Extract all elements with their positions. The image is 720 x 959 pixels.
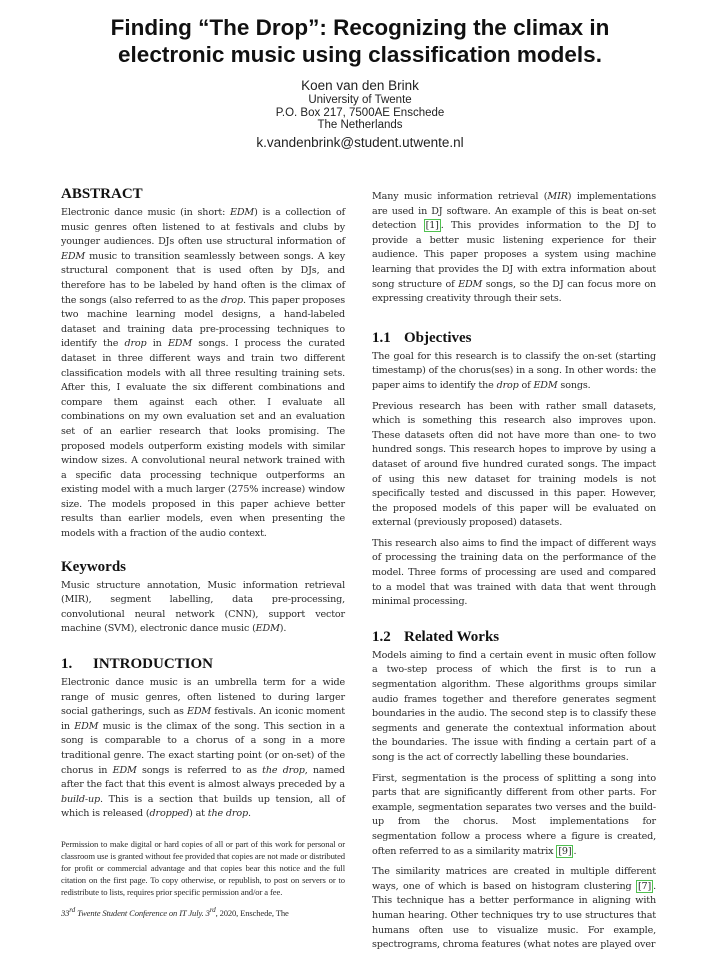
keywords-paragraph: Music structure annotation, Music information retrieval (MIR), segment labelling, data pre-processing, convolutional neural network (CNN), support vector machine (SVM), electronic dance music (EDM). bbox=[61, 579, 345, 635]
author-email[interactable]: k.vandenbrink@student.utwente.nl bbox=[256, 134, 464, 150]
objectives-heading bbox=[372, 329, 656, 347]
section-title: Related Works bbox=[404, 628, 500, 645]
author-name: Koen van den Brink bbox=[301, 78, 419, 93]
section-number: 1.2 bbox=[372, 628, 391, 645]
affiliation-country: The Netherlands bbox=[317, 119, 403, 131]
section-title: INTRODUCTION bbox=[93, 656, 214, 673]
affiliation-university: University of Twente bbox=[308, 94, 412, 106]
citation-link[interactable]: [1] bbox=[425, 220, 439, 232]
related-works-paragraph: First, segmentation is the process of splitting a song into parts that are significantly different from other parts. For example, segmentation separates two verses and the build-up from the chorus. Most implementations for segmentation follow a process where a figure is created, often referred to as a similarity matrix [9] . bbox=[372, 772, 656, 857]
introduction-heading bbox=[61, 655, 345, 673]
conference-notice: 33rd Twente Student Conference on IT July. 3rd, 2020, Enschede, The bbox=[61, 905, 289, 918]
section-number: 1.1 bbox=[372, 329, 391, 346]
related-works-heading bbox=[372, 628, 656, 646]
keywords-heading: Keywords bbox=[61, 558, 126, 575]
paper-header bbox=[0, 14, 720, 152]
title-line-2: electronic music using classification models. bbox=[118, 42, 602, 67]
related-works-paragraph: The similarity matrices are created in multiple different ways, one of which is based on histogram clustering [7] . This technique has a better performance in aligning with human hearing. Other techniques try to use structures that humans often use to visualize music. For example, spectrograms, chroma features (what notes are played over bbox=[372, 866, 656, 951]
objectives-paragraph: Previous research has been with rather small datasets, which is something this research also improves upon. These datasets often did not have more than one- to two hundred songs. This research hopes to improve by using a dataset of around five hundred curated songs. The impact of using this new dataset for training models is not specifically tested and discussed in this paper. However, the proposed models of this paper will be evaluated on external (previously proposed) datasets. bbox=[372, 400, 656, 529]
introduction-paragraph: Electronic dance music is an umbrella term for a wide range of music genres, often listened to during larger social gatherings, such as EDM festivals. An iconic moment in EDM music is the climax of the song. This section in a song is comparable to a chorus of a song in a more traditional genre. The exact starting point (or on-set) of the chorus in EDM songs is referred to as the drop, named after the fact that this event is almost always preceded by a build-up. This is a section that builds up tension, all of which is released (dropped) at the drop. bbox=[61, 677, 345, 820]
section-title: Objectives bbox=[404, 329, 472, 346]
section-number: 1. bbox=[61, 656, 73, 673]
permission-notice: Permission to make digital or hard copies of all or part of this work for personal or classroom use is granted without fee provided that copies are not made or distributed for profit or commercial advantage and that copies bear this notice and the full citation on the first page. To copy otherwise, or republish, to post on servers or to redistribute to lists, requires prior specific permission and/or a fee. bbox=[61, 838, 345, 897]
affiliation-address: P.O. Box 217, 7500AE Enschede bbox=[275, 106, 445, 119]
intro-continued-paragraph: Many music information retrieval (MIR) implementations are used in DJ software. An example of this is beat on-set detection [1] . This provides information to the DJ to provide a better music listening experience for their audience. This paper proposes a system using machine learning that provides the DJ with extra information about song structure of EDM songs, so the DJ can focus more on expressing creativity through their sets. bbox=[372, 191, 656, 305]
citation-link[interactable]: [9] bbox=[558, 845, 572, 857]
related-works-paragraph: Models aiming to find a certain event in music often follow a two-step process of which the first is to run a segmentation algorithm. These algorithms groups similar audio frames together and therefore generates segment boundaries in the audio. The second step is to classify these segments and generate the contextual information about the boundaries. The issue with finding a certain part of a song is the act of correctly labelling these boundaries. bbox=[372, 649, 656, 763]
abstract-paragraph: Electronic dance music (in short: EDM) is a collection of music genres often listened to at festivals and clubs by younger audiences. DJs often use structural information of EDM music to transition seamlessly between songs. A key structural component that is used often by DJs, and therefore has to be labeled by hand often is the climax of the songs (also referred to as the drop. This paper proposes two machine learning model designs, a hand-labeled dataset and training data pre-processing techniques to identify the drop in EDM songs. I process the curated dataset in three different ways and train two different classification models with all three resulting training sets. After this, I evaluate the six different combinations and compare them against each other. I evaluate all combinations on my own evaluation set and an evaluation set of an earlier research that looks promising. The proposed models outperform existing models with similar window sizes. A convolutional neural network trained with a specific data processing technique outperforms an existing model with a much larger (275% increase) window size. The models proposed in this paper achieve better results than earlier models, even when presenting the models with a fraction of the audio context. bbox=[61, 207, 345, 540]
abstract-heading: ABSTRACT bbox=[61, 186, 143, 202]
paper-title bbox=[0, 14, 720, 68]
objectives-paragraph: The goal for this research is to classify the on-set (starting timestamp) of the chorus(ses) in a song. In other words: the paper aims to identify the drop of EDM songs. bbox=[372, 350, 656, 391]
right-column bbox=[372, 190, 656, 959]
left-column bbox=[61, 185, 345, 919]
objectives-paragraph: This research also aims to find the impact of different ways of processing the training data on the performance of the model. Three forms of processing are used and compared to a model that was trained with data that went through minimal processing. bbox=[372, 537, 656, 608]
citation-link[interactable]: [7] bbox=[637, 880, 652, 892]
title-line-1: Finding “The Drop”: Recognizing the climax in bbox=[110, 15, 610, 40]
